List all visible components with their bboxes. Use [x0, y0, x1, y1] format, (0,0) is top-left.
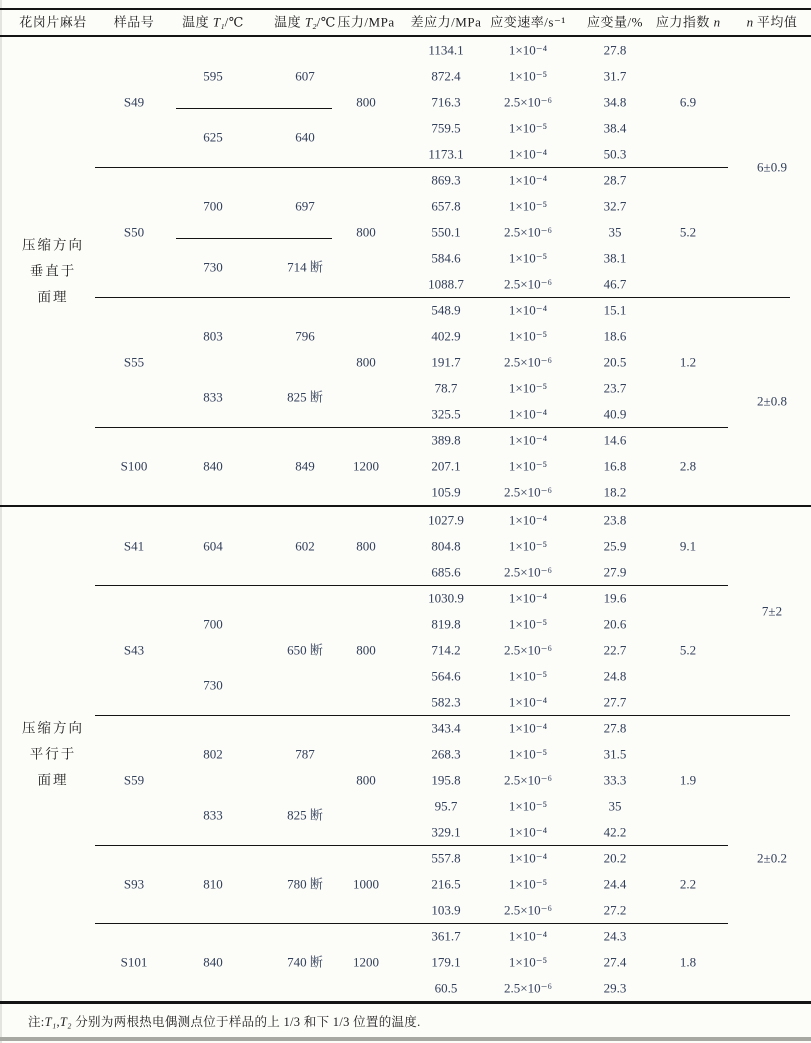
stress-exponent-value: 6.9 — [679, 94, 697, 110]
diff-stress-value: 1030.9 — [428, 590, 464, 606]
diff-stress-value: 584.6 — [431, 250, 461, 266]
stress-exponent-value: 5.2 — [679, 642, 697, 658]
sample-id: S93 — [123, 876, 145, 892]
sample-divider — [95, 845, 728, 846]
sample-divider — [95, 427, 728, 428]
stress-exponent-value: 9.1 — [679, 538, 697, 554]
temperature-t1-value: 802 — [203, 746, 223, 762]
temperature-t2-value: 640 — [295, 129, 315, 145]
stress-exponent-value: 2.2 — [679, 876, 697, 892]
strain-rate-value: 1×10⁻⁵ — [508, 120, 548, 136]
diff-stress-value: 557.8 — [431, 850, 461, 866]
sample-id: S50 — [123, 224, 145, 240]
strain-value: 40.9 — [603, 406, 627, 422]
stress-exponent-value: 2.8 — [679, 458, 697, 474]
diff-stress-value: 402.9 — [431, 328, 461, 344]
pressure-value: 1200 — [353, 954, 379, 970]
strain-rate-value: 2.5×10⁻⁶ — [504, 564, 552, 580]
group-label-line: 面理 — [37, 772, 69, 788]
temperature-t1-value: 595 — [203, 68, 223, 84]
n-average-value: 7±2 — [761, 603, 783, 619]
diff-stress-value: 105.9 — [431, 484, 461, 500]
pressure-value: 800 — [356, 94, 376, 110]
strain-value: 46.7 — [603, 276, 627, 292]
strain-value: 25.9 — [603, 538, 627, 554]
diff-stress-value: 361.7 — [431, 928, 461, 944]
group-label-line: 压缩方向 — [22, 720, 84, 736]
strain-value: 31.5 — [603, 746, 627, 762]
group-label-line: 面理 — [37, 289, 69, 305]
strain-rate-value: 1×10⁻⁴ — [508, 146, 548, 162]
sample-divider — [95, 167, 728, 168]
diff-stress-value: 195.8 — [431, 772, 461, 788]
strain-value: 29.3 — [603, 980, 627, 996]
strain-rate-value: 1×10⁻⁵ — [508, 198, 548, 214]
temperature-t1-value: 840 — [203, 954, 223, 970]
group-label-line: 平行于 — [29, 746, 77, 762]
temperature-t2-value: 740 断 — [287, 954, 323, 970]
strain-value: 19.6 — [603, 590, 627, 606]
diff-stress-value: 207.1 — [431, 458, 461, 474]
strain-rate-value: 1×10⁻⁵ — [508, 328, 548, 344]
temperature-t2-value: 825 断 — [287, 389, 323, 405]
strain-value: 22.7 — [603, 642, 627, 658]
col-header-pressure: 压力/MPa — [337, 14, 395, 30]
group-divider — [0, 505, 811, 507]
strain-rate-value: 1×10⁻⁵ — [508, 458, 548, 474]
strain-rate-value: 2.5×10⁻⁶ — [504, 354, 552, 370]
strain-value: 38.4 — [603, 120, 627, 136]
stress-exponent-value: 1.8 — [679, 954, 697, 970]
stress-exponent-value: 5.2 — [679, 224, 697, 240]
group-label-line: 垂直于 — [29, 263, 77, 279]
strain-value: 33.3 — [603, 772, 627, 788]
temperature-subgroup-divider — [176, 238, 332, 239]
strain-value: 27.7 — [603, 694, 627, 710]
sample-id: S43 — [123, 642, 145, 658]
col-header-sample-id: 样品号 — [113, 14, 155, 30]
strain-value: 18.6 — [603, 328, 627, 344]
group-label-line: 压缩方向 — [22, 237, 84, 253]
diff-stress-value: 804.8 — [431, 538, 461, 554]
strain-rate-value: 2.5×10⁻⁶ — [504, 224, 552, 240]
temperature-subgroup-divider — [176, 108, 332, 109]
strain-value: 16.8 — [603, 458, 627, 474]
temperature-t1-value: 810 — [203, 876, 223, 892]
sample-id: S41 — [123, 538, 145, 554]
avg-block-divider — [95, 297, 790, 298]
diff-stress-value: 179.1 — [431, 954, 461, 970]
temperature-t2-value: 849 — [295, 458, 315, 474]
temperature-t2-value: 780 断 — [287, 876, 323, 892]
diff-stress-value: 869.3 — [431, 172, 461, 188]
diff-stress-value: 343.4 — [431, 720, 461, 736]
strain-value: 31.7 — [603, 68, 627, 84]
diff-stress-value: 819.8 — [431, 616, 461, 632]
diff-stress-value: 1027.9 — [428, 512, 464, 528]
strain-value: 27.2 — [603, 902, 627, 918]
diff-stress-value: 103.9 — [431, 902, 461, 918]
diff-stress-value: 268.3 — [431, 746, 461, 762]
temperature-t2-value: 796 — [295, 328, 315, 344]
diff-stress-value: 1173.1 — [428, 146, 464, 162]
temperature-t1-value: 730 — [203, 677, 223, 693]
n-average-value: 6±0.9 — [757, 159, 787, 175]
strain-rate-value: 1×10⁻⁴ — [508, 302, 548, 318]
strain-value: 20.5 — [603, 354, 627, 370]
strain-rate-value: 1×10⁻⁵ — [508, 616, 548, 632]
sample-id: S100 — [120, 458, 148, 474]
strain-value: 24.8 — [603, 668, 627, 684]
temperature-t1-value: 833 — [203, 807, 223, 823]
diff-stress-value: 389.8 — [431, 432, 461, 448]
col-header-rock-type: 花岗片麻岩 — [19, 14, 87, 30]
diff-stress-value: 550.1 — [431, 224, 461, 240]
temperature-t1-value: 840 — [203, 458, 223, 474]
table-bottom-border — [0, 1001, 811, 1004]
diff-stress-value: 191.7 — [431, 354, 461, 370]
col-header-stress-exponent: 应力指数 n — [655, 14, 721, 30]
diff-stress-value: 1134.1 — [428, 42, 464, 58]
strain-value: 50.3 — [603, 146, 627, 162]
sample-id: S49 — [123, 94, 145, 110]
footnote: 注:T₁,T₂ 分别为两根热电偶测点位于样品的上 1/3 和下 1/3 位置的温度. — [28, 1015, 421, 1029]
strain-rate-value: 1×10⁻⁴ — [508, 432, 548, 448]
pressure-value: 1000 — [353, 876, 379, 892]
strain-value: 20.2 — [603, 850, 627, 866]
temperature-t1-value: 700 — [203, 198, 223, 214]
diff-stress-value: 95.7 — [434, 798, 458, 814]
temperature-t1-value: 604 — [203, 538, 223, 554]
temperature-t2-value: 787 — [295, 746, 315, 762]
temperature-t2-value: 697 — [295, 198, 315, 214]
strain-value: 35 — [608, 224, 622, 240]
sample-id: S55 — [123, 354, 145, 370]
stress-exponent-value: 1.9 — [679, 772, 697, 788]
strain-rate-value: 1×10⁻⁵ — [508, 954, 548, 970]
strain-rate-value: 1×10⁻⁴ — [508, 42, 548, 58]
strain-rate-value: 2.5×10⁻⁶ — [504, 980, 552, 996]
diff-stress-value: 872.4 — [431, 68, 461, 84]
strain-rate-value: 1×10⁻⁴ — [508, 172, 548, 188]
diff-stress-value: 325.5 — [431, 406, 461, 422]
strain-value: 23.8 — [603, 512, 627, 528]
col-header-diff-stress: 差应力/MPa — [410, 14, 482, 30]
n-average-value: 2±0.2 — [757, 850, 787, 866]
strain-rate-value: 1×10⁻⁴ — [508, 694, 548, 710]
diff-stress-value: 716.3 — [431, 94, 461, 110]
strain-value: 27.8 — [603, 720, 627, 736]
diff-stress-value: 1088.7 — [428, 276, 464, 292]
pressure-value: 1200 — [353, 458, 379, 474]
temperature-t1-value: 833 — [203, 389, 223, 405]
sample-id: S101 — [120, 954, 148, 970]
scan-bottom-edge — [0, 1037, 811, 1041]
temperature-t2-value: 825 断 — [287, 807, 323, 823]
diff-stress-value: 657.8 — [431, 198, 461, 214]
strain-rate-value: 1×10⁻⁵ — [508, 250, 548, 266]
strain-rate-value: 2.5×10⁻⁶ — [504, 772, 552, 788]
strain-rate-value: 1×10⁻⁵ — [508, 798, 548, 814]
strain-value: 20.6 — [603, 616, 627, 632]
pressure-value: 800 — [356, 354, 376, 370]
pressure-value: 800 — [356, 642, 376, 658]
avg-block-divider — [95, 715, 790, 716]
temperature-t2-value: 602 — [295, 538, 315, 554]
strain-rate-value: 1×10⁻⁵ — [508, 380, 548, 396]
temperature-t2-value: 714 断 — [287, 259, 323, 275]
pressure-value: 800 — [356, 538, 376, 554]
strain-rate-value: 2.5×10⁻⁶ — [504, 642, 552, 658]
strain-rate-value: 2.5×10⁻⁶ — [504, 484, 552, 500]
strain-rate-value: 2.5×10⁻⁶ — [504, 276, 552, 292]
temperature-t2-value: 650 断 — [287, 642, 323, 658]
strain-rate-value: 1×10⁻⁴ — [508, 720, 548, 736]
strain-value: 23.7 — [603, 380, 627, 396]
temperature-t1-value: 803 — [203, 328, 223, 344]
strain-value: 24.3 — [603, 928, 627, 944]
diff-stress-value: 78.7 — [434, 380, 458, 396]
diff-stress-value: 60.5 — [434, 980, 458, 996]
diff-stress-value: 216.5 — [431, 876, 461, 892]
col-header-temperature-t2: 温度 T₂/℃ — [274, 14, 336, 30]
strain-value: 24.4 — [603, 876, 627, 892]
strain-value: 27.4 — [603, 954, 627, 970]
col-header-temperature-t1: 温度 T₁/℃ — [182, 14, 244, 30]
stress-exponent-value: 1.2 — [679, 354, 697, 370]
strain-rate-value: 1×10⁻⁵ — [508, 538, 548, 554]
strain-value: 14.6 — [603, 432, 627, 448]
diff-stress-value: 582.3 — [431, 694, 461, 710]
strain-value: 18.2 — [603, 484, 627, 500]
strain-value: 15.1 — [603, 302, 627, 318]
temperature-t1-value: 730 — [203, 259, 223, 275]
strain-rate-value: 1×10⁻⁴ — [508, 928, 548, 944]
diff-stress-value: 329.1 — [431, 824, 461, 840]
col-header-strain-rate: 应变速率/s⁻¹ — [490, 14, 566, 30]
strain-rate-value: 1×10⁻⁵ — [508, 68, 548, 84]
strain-value: 35 — [608, 798, 622, 814]
strain-rate-value: 1×10⁻⁵ — [508, 668, 548, 684]
strain-rate-value: 2.5×10⁻⁶ — [504, 902, 552, 918]
strain-rate-value: 1×10⁻⁴ — [508, 512, 548, 528]
sample-divider — [95, 585, 728, 586]
sample-id: S59 — [123, 772, 145, 788]
temperature-t1-value: 700 — [203, 616, 223, 632]
strain-rate-value: 1×10⁻⁴ — [508, 590, 548, 606]
pressure-value: 800 — [356, 772, 376, 788]
temperature-t1-value: 625 — [203, 129, 223, 145]
strain-value: 28.7 — [603, 172, 627, 188]
strain-value: 42.2 — [603, 824, 627, 840]
n-average-value: 2±0.8 — [757, 393, 787, 409]
strain-rate-value: 1×10⁻⁵ — [508, 876, 548, 892]
diff-stress-value: 714.2 — [431, 642, 461, 658]
strain-value: 34.8 — [603, 94, 627, 110]
diff-stress-value: 685.6 — [431, 564, 461, 580]
strain-rate-value: 2.5×10⁻⁶ — [504, 94, 552, 110]
sample-divider — [95, 923, 728, 924]
diff-stress-value: 564.6 — [431, 668, 461, 684]
diff-stress-value: 759.5 — [431, 120, 461, 136]
diff-stress-value: 548.9 — [431, 302, 461, 318]
pressure-value: 800 — [356, 224, 376, 240]
strain-value: 27.9 — [603, 564, 627, 580]
col-header-strain: 应变量/% — [587, 14, 643, 30]
col-header-n-average: n 平均值 — [746, 14, 798, 30]
strain-rate-value: 1×10⁻⁵ — [508, 746, 548, 762]
strain-value: 32.7 — [603, 198, 627, 214]
strain-value: 27.8 — [603, 42, 627, 58]
strain-rate-value: 1×10⁻⁴ — [508, 406, 548, 422]
strain-rate-value: 1×10⁻⁴ — [508, 850, 548, 866]
strain-rate-value: 1×10⁻⁴ — [508, 824, 548, 840]
strain-value: 38.1 — [603, 250, 627, 266]
temperature-t2-value: 607 — [295, 68, 315, 84]
